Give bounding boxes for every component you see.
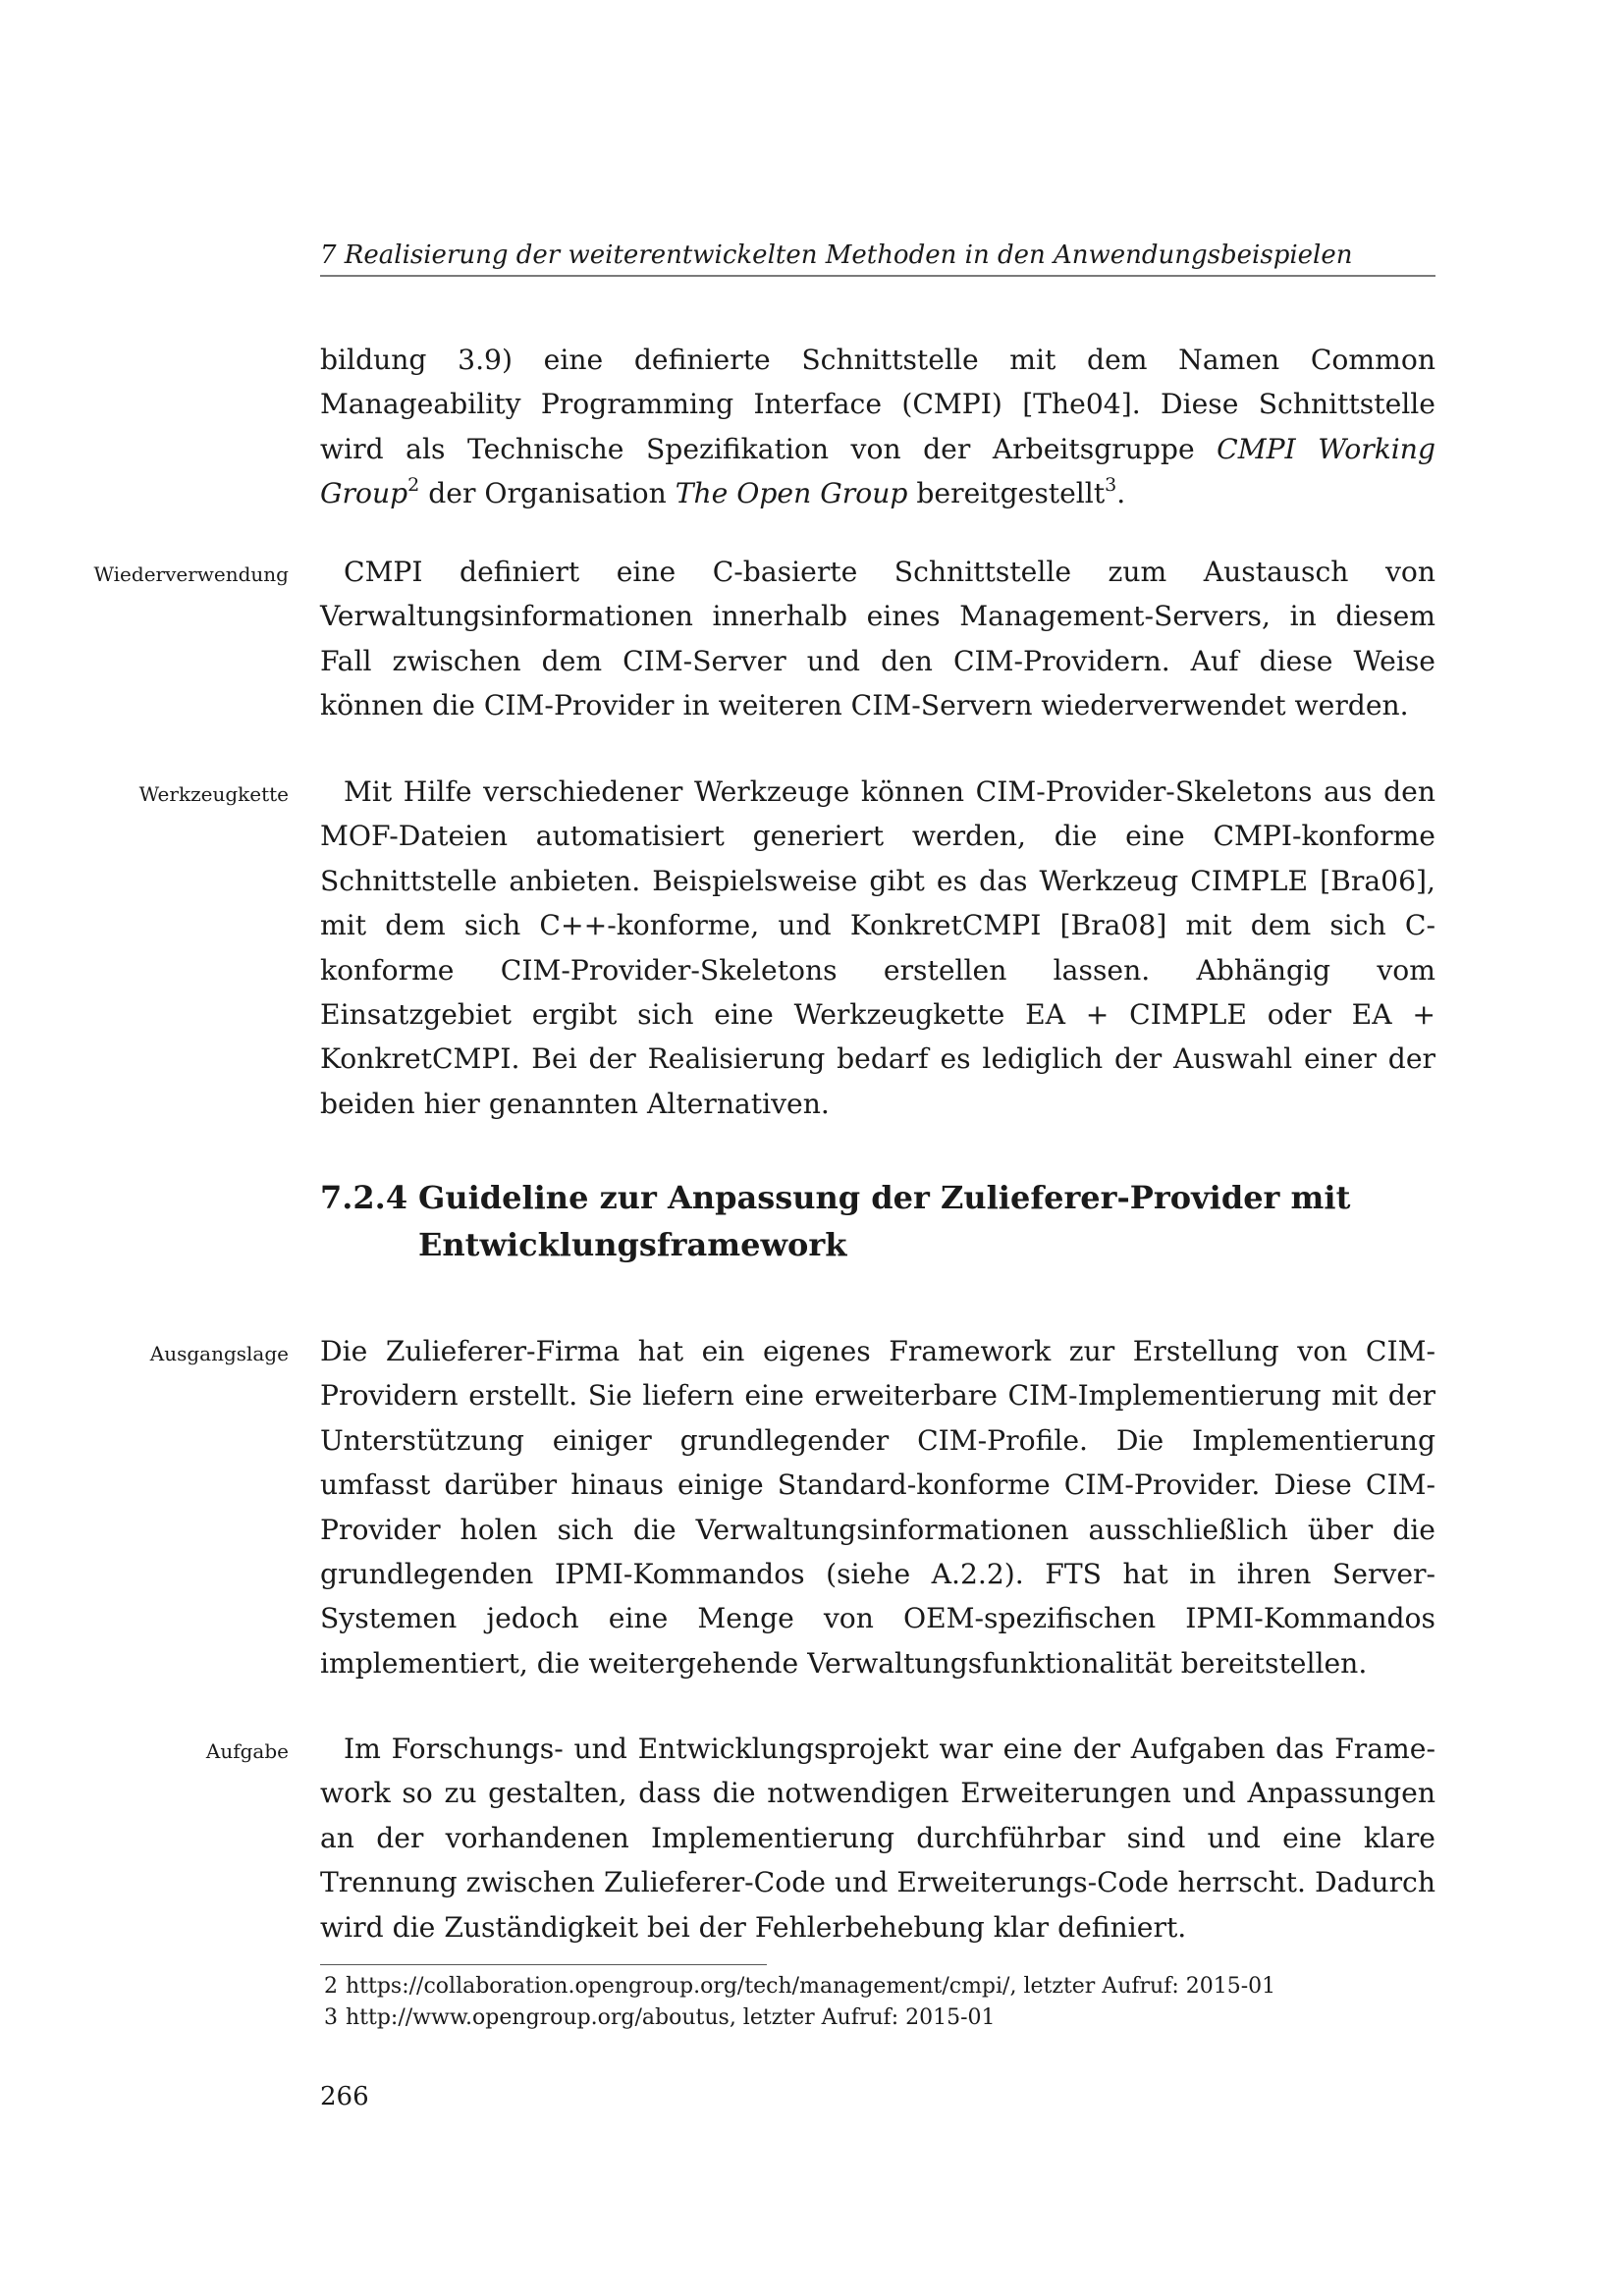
footnote-text[interactable]: https://collaboration.opengroup.org/tech/management/cmpi/, letzter Aufruf: 2015-01 [346,1974,1276,1999]
italic-term: CMPI Working Group [320,432,1435,510]
italic-term: The Open Group [675,477,908,510]
footnote-number: 3 [324,2005,338,2030]
margin-note-werkzeugkette: Werkzeugkette [138,782,289,806]
footnote-3 [324,2002,1434,2034]
footnote-2 [324,1971,1434,2002]
footnote-text[interactable]: http://www.opengroup.org/aboutus, letzter Aufruf: 2015-01 [346,2005,996,2030]
paragraph-ausgangslage: Die Zulieferer-Firma hat ein eigenes Framework zur Erstellung von CIM-Providern erstellt. Sie liefern eine erweiterbare CIM-Implementierung mit der Unterstützung einiger grundlegender CIM-Profile. Die Implementierung umfasst darüber hinaus einige Standard-konforme CIM-Provider. Diese CIM-Provider holen sich die Verwaltungsinformationen ausschließlich über die grundlegenden IPMI-Kommandos (siehe A.2.2). FTS hat in ihren Server-Systemen jedoch eine Menge von OEM-spezifischen IPMI-Kommandos implementiert, die weitergehende Verwaltungsfunktionalität bereitstellen. [320,1335,1435,1680]
footnote-number: 2 [324,1974,338,1999]
paragraph-cmpi-intro [320,338,1435,516]
paragraph-aufgabe: Im Forschungs- und Entwicklungsprojekt war eine der Aufgaben das Framework so zu gestalten, dass die notwendigen Erweiterungen und Anpassungen an der vorhandenen Implementierung durchführbar sind und eine klare Trennung zwischen Zulieferer-Code und Erweiterungs-Code herrscht. Dadurch wird die Zuständigkeit bei der Fehlerbehebung klar definiert. [320,1733,1435,1944]
paragraph-werkzeugkette: Mit Hilfe verschiedener Werkzeuge können CIM-Provider-Skeletons aus den MOF-Dateien automatisiert generiert werden, die eine CMPI-konforme Schnittstelle anbieten. Beispielsweise gibt es das Werkzeug CIMPLE [Bra06], mit dem sich C++-konforme, und KonkretCMPI [Bra08] mit dem sich C-konforme CIM-Provider-Skeletons erstellen lassen. Abhängig vom Einsatzgebiet ergibt sich eine Werkzeugkette EA + CIMPLE oder EA + KonkretCMPI. Bei der Realisierung bedarf es lediglich der Auswahl einer der beiden hier genannten Alternativen. [320,775,1435,1120]
footnote-rule [320,1964,767,1965]
page-number: 266 [320,2082,369,2111]
running-header: 7 Realisierung der weiterentwickelten Methoden in den Anwendungsbeispielen [320,236,1435,277]
section-title: Guideline zur Anpassung der Zulieferer-Provider mit Entwicklungsframework [418,1179,1351,1263]
paragraph-wiederverwendung: CMPI definiert eine C-basierte Schnittstelle zum Austausch von Verwaltungsinformationen innerhalb eines Management-Servers, in diesem Fall zwischen dem CIM-Server und den CIM-Providern. Auf diese Weise können die CIM-Provider in weiteren CIM-Servern wiederverwendet werden. [320,556,1435,722]
text-run: der Organisation [419,477,676,510]
text-run: bildung 3.9) eine definierte Schnittstelle mit dem Namen Common Manageability Programming Interface (CMPI) [The04]. Diese Schnittstelle wird als Technische Spezifikation von der Arbeitsgruppe [320,344,1435,465]
margin-note-ausgangslage: Ausgangslage [149,1342,289,1365]
section-heading [320,1174,1435,1268]
section-number: 7.2.4 [320,1179,408,1216]
footnote-ref[interactable]: 2 [407,474,420,497]
margin-note-wiederverwendung: Wiederverwendung [93,562,289,586]
text-run: bereitgestellt [907,477,1106,510]
text-run: . [1116,477,1126,510]
margin-note-aufgabe: Aufgabe [205,1739,289,1763]
footnote-ref[interactable]: 3 [1105,474,1117,497]
